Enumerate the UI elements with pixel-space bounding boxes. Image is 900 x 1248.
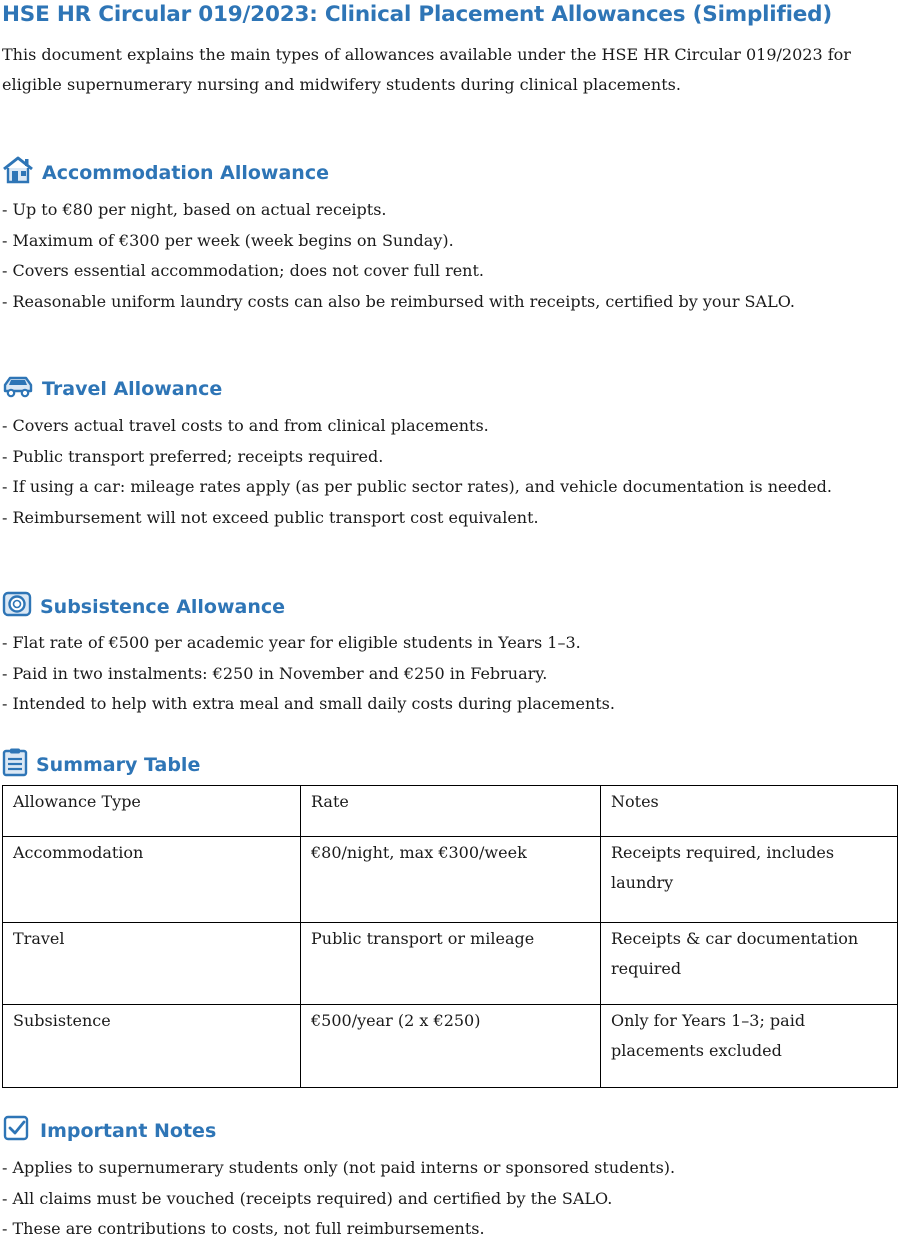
travel-list — [2, 411, 894, 533]
table-cell: Public transport or mileage — [301, 923, 601, 1005]
plate-icon — [2, 591, 32, 622]
table-header-cell: Allowance Type — [3, 786, 301, 837]
checkbox-icon — [2, 1114, 32, 1147]
document-title: HSE HR Circular 019/2023: Clinical Placement Allowances (Simplified) — [2, 2, 832, 27]
table-cell: Receipts & car documentation required — [601, 923, 898, 1005]
subsistence-list — [2, 628, 894, 720]
list-item: - Public transport preferred; receipts required. — [2, 446, 384, 466]
list-item: - These are contributions to costs, not full reimbursements. — [2, 1219, 485, 1238]
table-header-cell: Notes — [601, 786, 898, 837]
table-row — [3, 837, 898, 923]
table-row — [3, 1005, 898, 1088]
summary-heading-text: Summary Table — [36, 753, 201, 776]
list-item: - Maximum of €300 per week (week begins on Sunday). — [2, 230, 454, 250]
notes-heading — [2, 1114, 216, 1147]
table-cell: €500/year (2 x €250) — [301, 1005, 601, 1088]
list-item: - Covers essential accommodation; does not cover full rent. — [2, 261, 484, 280]
clipboard-icon — [2, 747, 28, 782]
list-item: - If using a car: mileage rates apply (as per public sector rates), and vehicle documentation is needed. — [2, 477, 832, 496]
notes-list — [2, 1153, 894, 1245]
table-cell: Accommodation — [3, 837, 301, 923]
table-cell: Receipts required, includes laundry — [601, 837, 898, 923]
list-item: - Covers actual travel costs to and from clinical placements. — [2, 416, 489, 435]
travel-heading — [2, 374, 222, 403]
accommodation-heading — [2, 156, 329, 189]
list-item: - Flat rate of €500 per academic year for eligible students in Years 1–3. — [2, 633, 581, 652]
intro-paragraph: This document explains the main types of allowances available under the HSE HR Circular 019/2023 for eligible supernumerary nursing and midwifery students during clinical placements. — [2, 45, 851, 94]
car-icon — [2, 374, 34, 403]
table-row — [3, 923, 898, 1005]
table-cell: €80/night, max €300/week — [301, 837, 601, 923]
list-item: - Reimbursement will not exceed public transport cost equivalent. — [2, 507, 539, 527]
table-header-cell: Rate — [301, 786, 601, 837]
subsistence-heading — [2, 591, 285, 622]
summary-table — [2, 785, 898, 1088]
list-item: - Reasonable uniform laundry costs can also be reimbursed with receipts, certified by your SALO. — [2, 291, 795, 311]
accommodation-heading-text: Accommodation Allowance — [42, 161, 329, 184]
table-cell: Only for Years 1–3; paid placements excluded — [601, 1005, 898, 1088]
notes-heading-text: Important Notes — [40, 1119, 217, 1142]
list-item: - All claims must be vouched (receipts required) and certified by the SALO. — [2, 1188, 613, 1208]
table-header-row — [3, 786, 898, 837]
list-item: - Up to €80 per night, based on actual receipts. — [2, 200, 387, 219]
accommodation-list — [2, 195, 894, 317]
summary-heading — [2, 747, 200, 782]
house-icon — [2, 156, 34, 189]
list-item: - Intended to help with extra meal and small daily costs during placements. — [2, 694, 615, 713]
travel-heading-text: Travel Allowance — [42, 377, 223, 400]
list-item: - Applies to supernumerary students only (not paid interns or sponsored students). — [2, 1158, 676, 1177]
list-item: - Paid in two instalments: €250 in November and €250 in February. — [2, 663, 548, 683]
table-cell: Subsistence — [3, 1005, 301, 1088]
subsistence-heading-text: Subsistence Allowance — [40, 595, 286, 618]
table-cell: Travel — [3, 923, 301, 1005]
